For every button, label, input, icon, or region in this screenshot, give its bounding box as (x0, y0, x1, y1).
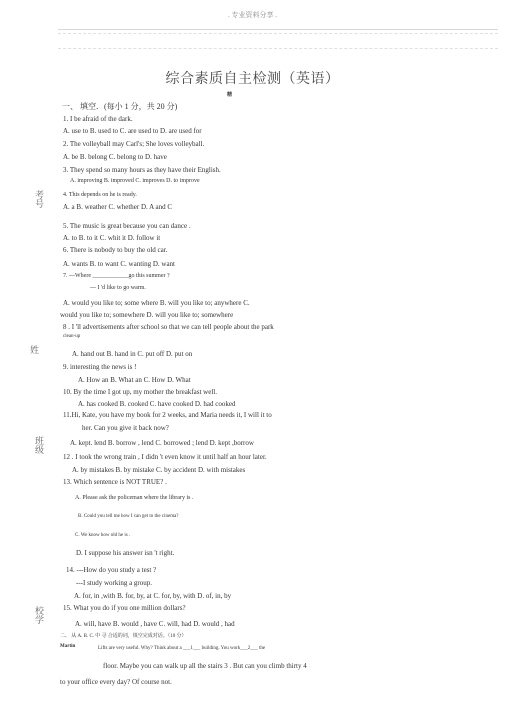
question-6: 6. There is nobody to buy the old car. (63, 246, 168, 254)
question-7-reply: --- I 'd like to go warm. (90, 285, 146, 291)
question-11: 11.Hi, Kate, you have my book for 2 weeks, and Maria needs it, I will it to (63, 411, 272, 419)
header-rule (58, 29, 498, 30)
section-2-title: 二、 从 A. B. C. 中 寻 合适的词，填空完成对话。（10 分） (60, 634, 187, 639)
question-1: 1. I be afraid of the dark. (63, 115, 133, 123)
header-rule-dashed (58, 33, 498, 34)
passage-line-1: Lifts are very useful. Why? Think about a ___1___ building. You work___2___ the (98, 646, 266, 651)
question-14-reply: ---I study working a group. (76, 579, 153, 587)
question-13-option-b: B. Could you tell me how I can get to the cinema? (78, 514, 179, 519)
question-7-options: A. would you like to; some where B. will you like to; anywhere C. (63, 299, 250, 307)
question-13: 13. Which sentence is NOT TRUE? . (63, 478, 167, 486)
question-6-options: A. wants B. to want C. wanting D. want (63, 260, 175, 268)
question-5-options: A. to B. to it C. whit it D. follow it (63, 234, 161, 242)
question-13-option-d: D. I suppose his answer isn 't right. (76, 549, 175, 557)
document-title: 综合素质自主检测（英语） (165, 72, 340, 87)
question-7: 7. ---Where ____________go this summer ? (63, 273, 170, 279)
question-2: 2. The volleyball may Carl's; She loves volleyball. (63, 140, 205, 148)
question-8-tail: clean-up (63, 334, 81, 339)
question-12: 12 . I took the wrong train , I didn 't even know it until half an hour later. (63, 453, 267, 461)
question-15-options: A. will, have B. would , have C. will, had D. would , had (75, 620, 235, 628)
question-14-options: A. for, in ,with B. for, by, at C. for, by, with D. of, in, by (74, 592, 232, 600)
question-3-options: A. improving B. improved C. improves D. to improve (70, 178, 200, 184)
question-13-option-c: C. We know how old he is . (75, 533, 131, 538)
question-10: 10. By the time I got up, my mother the breakfast well. (63, 388, 217, 396)
question-14: 14. ---How do you study a test ? (66, 566, 157, 574)
margin-label-xuexiao: 校学 (33, 606, 43, 624)
question-10-options: A. has cooked B. cooked C. have cooked D. had cooked (78, 400, 236, 408)
question-11-cont: her. Can you give it back now? (82, 424, 169, 432)
question-11-options: A. kept. lend B. borrow , lend C. borrowed ; lend D. kept ,borrow (70, 439, 254, 447)
question-4-options: A. a B. weather C. whether D. A and C (63, 203, 173, 211)
page-header: . 专业资料分享 . (228, 11, 277, 19)
question-8: 8 . I 'll advertisements after school so that we can tell people about the park (63, 323, 274, 331)
section-1-title: 一、 填空．(每小 1 分，共 20 分) (62, 102, 178, 111)
question-9-options: A. How an B. What an C. How D. What (78, 376, 191, 384)
section-2-label: Martin (60, 644, 76, 649)
margin-label-banji: 班级 (33, 436, 43, 454)
passage-line-2: floor. Maybe you can walk up all the stairs 3 . But can you climb thirty 4 (103, 662, 307, 670)
margin-label-xingming: 姓 (30, 346, 40, 356)
question-1-options: A. use to B. used to C. are used to D. are used for (63, 127, 202, 135)
question-15: 15. What you do if you one million dollars? (63, 604, 186, 612)
question-2-options: A. be B. belong C. belong to D. have (63, 153, 167, 161)
question-8-options: A. hand out B. hand in C. put off D. put on (72, 350, 193, 358)
question-13-option-a: A. Please ask the policeman where the library is . (75, 495, 194, 501)
question-5: 5. The music is great because you can dance . (63, 222, 191, 230)
question-4: 4. This depends on he is ready. (63, 192, 137, 198)
question-3: 3. They spend so many hours as they have their English. (63, 166, 221, 174)
title-tag: 精 (227, 93, 233, 98)
passage-line-3: to your office every day? Of course not. (60, 678, 172, 686)
question-7-options-cont: would you like to; somewhere D. will you like to; somewhere (60, 311, 234, 319)
binding-margin (0, 0, 60, 715)
question-9: 9. interesting the news is ! (63, 363, 137, 371)
question-12-options: A. by mistakes B. by mistake C. by accident D. with mistakes (72, 466, 246, 474)
margin-label-kaohao: 考号 (33, 190, 43, 208)
header-rule-dashed-2 (58, 48, 498, 49)
